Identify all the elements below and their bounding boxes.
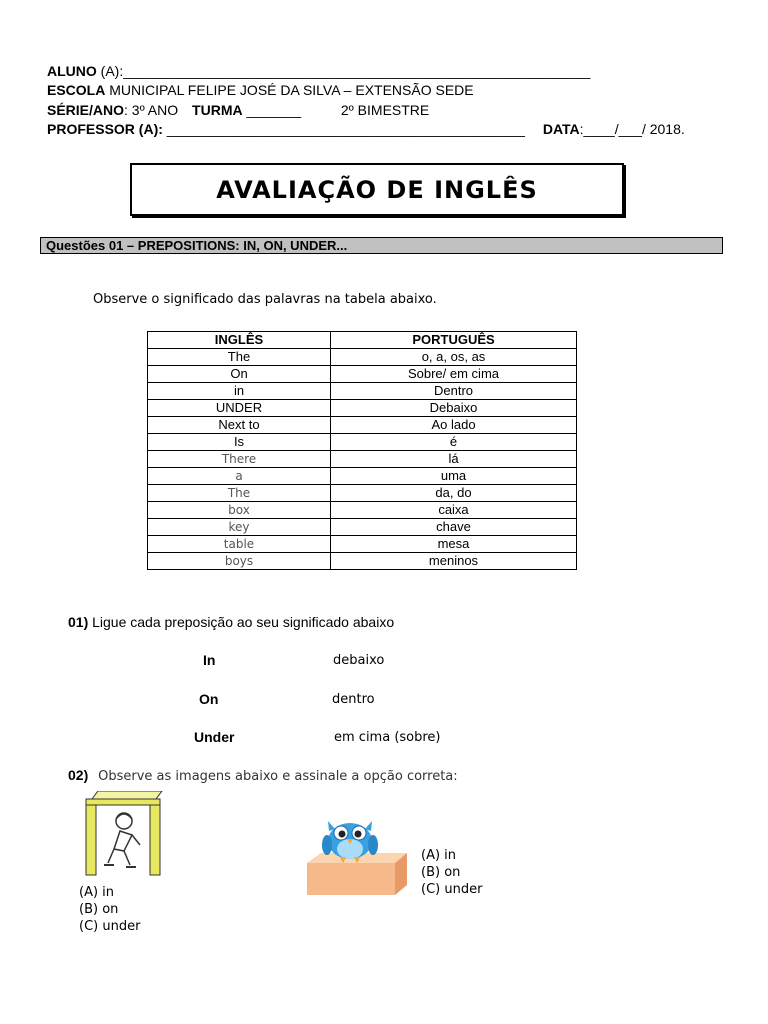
bimester: 2º BIMESTRE [340,102,430,118]
cell-portuguese: mesa [331,536,577,553]
option-b-in[interactable]: (A) in [421,848,457,863]
vocabulary-table [147,331,577,570]
cell-english: key [148,519,331,536]
question-2-text: Observe as imagens abaixo e assinale a opção correta: [98,769,458,784]
section-heading: Questões 01 – PREPOSITIONS: IN, ON, UNDER... [40,237,723,254]
student-line [47,62,590,81]
table-row [148,536,577,553]
match-meaning-2: dentro [332,692,375,707]
school-name: MUNICIPAL FELIPE JOSÉ DA SILVA – EXTENSÃO SEDE [105,82,474,98]
cell-portuguese: o, a, os, as [331,349,577,366]
cell-portuguese: chave [331,519,577,536]
table-row [148,451,577,468]
options-b [421,847,482,898]
cell-english: The [148,485,331,502]
teacher-field: ______________________________________________ [162,121,525,137]
student-label: ALUNO [47,63,97,79]
option-a-in[interactable]: (A) in [79,885,115,900]
boy-in-frame-illustration [84,791,164,877]
cell-english: Is [148,434,331,451]
table-row [148,519,577,536]
table-row [148,349,577,366]
cell-english: boys [148,553,331,570]
cell-portuguese: meninos [331,553,577,570]
school-line [47,81,474,100]
cell-english: box [148,502,331,519]
table-row [148,366,577,383]
cell-portuguese: Dentro [331,383,577,400]
match-word-on: On [199,691,219,707]
option-b-under[interactable]: (C) under [421,882,483,897]
cell-portuguese: é [331,434,577,451]
cell-english: table [148,536,331,553]
cell-portuguese: da, do [331,485,577,502]
match-word-in: In [203,652,216,668]
date-field: :____/___/ 2018. [579,121,685,137]
grade-line [47,101,429,120]
table-row [148,383,577,400]
table-row [148,417,577,434]
cell-portuguese: uma [331,468,577,485]
cell-english: The [148,349,331,366]
table-row [148,502,577,519]
cell-english: On [148,366,331,383]
match-word-under: Under [194,729,235,745]
cell-english: in [148,383,331,400]
question-1-text: Ligue cada preposição ao seu significado abaixo [88,614,395,630]
table-header-row [148,332,577,349]
table-row [148,553,577,570]
cell-portuguese: lá [331,451,577,468]
date-label: DATA [542,121,580,137]
option-a-on[interactable]: (B) on [79,902,119,917]
question-1-number: 01) [68,614,89,630]
question-1 [68,614,394,630]
teacher-line [47,120,685,139]
table-row [148,400,577,417]
cell-english: There [148,451,331,468]
school-label: ESCOLA [47,82,106,98]
match-meaning-3: em cima (sobre) [334,730,441,745]
cell-portuguese: Debaixo [331,400,577,417]
match-meaning-1: debaixo [333,653,385,668]
cell-portuguese: caixa [331,502,577,519]
cell-english: Next to [148,417,331,434]
options-a [79,884,140,935]
cell-portuguese: Ao lado [331,417,577,434]
owl-on-box-illustration [303,813,413,897]
table-intro: Observe o significado das palavras na tabela abaixo. [93,292,437,307]
option-b-on[interactable]: (B) on [421,865,461,880]
table-row [148,468,577,485]
table-row [148,434,577,451]
grade-label: SÉRIE/ANO [47,102,125,118]
question-2 [68,767,458,784]
cell-portuguese: Sobre/ em cima [331,366,577,383]
cell-english: a [148,468,331,485]
student-field: (A):____________________________________________________________ [96,63,591,79]
col-header-portuguese: PORTUGUÊS [331,332,577,349]
cell-english: UNDER [148,400,331,417]
grade-value: : 3º ANO [124,102,179,118]
page-title: AVALIAÇÃO DE INGLÊS [130,163,624,216]
col-header-english: INGLÊS [148,332,331,349]
table-row [148,485,577,502]
question-2-number: 02) [68,767,89,783]
class-field: _______ [242,102,301,118]
teacher-label: PROFESSOR (A): [47,121,163,137]
class-label: TURMA [192,102,243,118]
option-a-under[interactable]: (C) under [79,919,141,934]
